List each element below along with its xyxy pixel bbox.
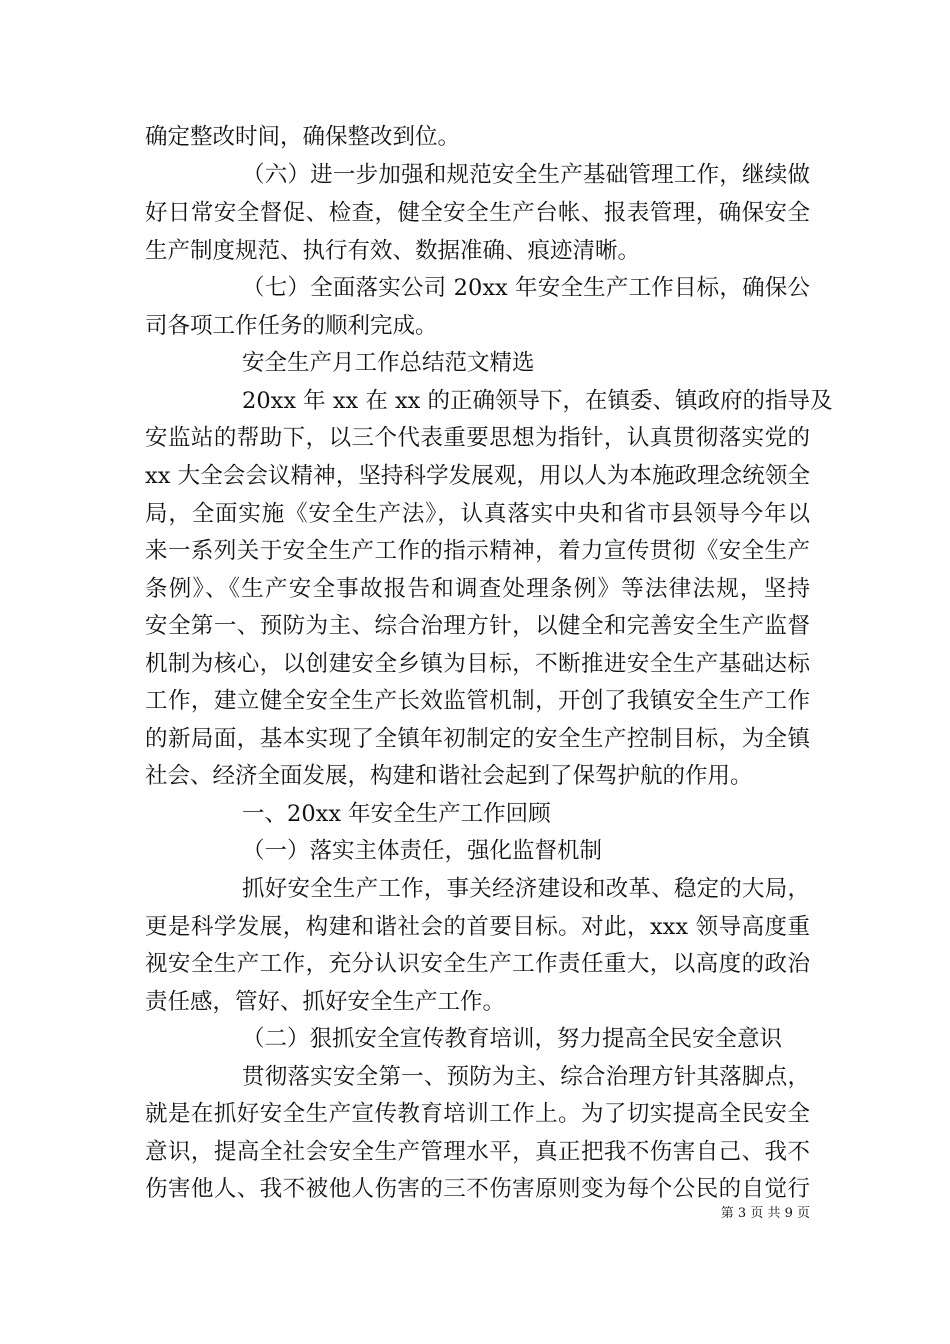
text-line: 司各项工作任务的顺利完成。 (145, 313, 438, 339)
text-line: 来一系列关于安全生产工作的指示精神，着力宣传贯彻《安全生产 (145, 538, 810, 564)
text-line: 责任感，管好、抓好安全生产工作。 (145, 989, 506, 1015)
text-line: 伤害他人、我不被他人伤害的三不伤害原则变为每个公民的自觉行 (145, 1176, 810, 1202)
text-line: 工作，建立健全安全生产长效监管机制，开创了我镇安全生产工作 (145, 688, 810, 714)
text-line: 意识，提高全社会安全生产管理水平，真正把我不伤害自己、我不 (145, 1139, 810, 1165)
text-line: （六）进一步加强和规范安全生产基础管理工作，继续做 (242, 162, 810, 188)
text-line: 抓好安全生产工作，事关经济建设和改革、稳定的大局， (242, 876, 810, 902)
section-title: 安全生产月工作总结范文精选 (242, 350, 535, 376)
text-line: 机制为核心，以创建安全乡镇为目标，不断推进安全生产基础达标 (145, 651, 810, 677)
text-line: 生产制度规范、执行有效、数据准确、痕迹清晰。 (145, 238, 641, 264)
text-line: 的新局面，基本实现了全镇年初制定的安全生产控制目标，为全镇 (145, 726, 810, 752)
text-line: 安全第一、预防为主、综合治理方针，以健全和完善安全生产监督 (145, 613, 810, 639)
subsection-heading: （二）狠抓安全宣传教育培训，努力提高全民安全意识 (242, 1026, 783, 1052)
text-line: 贯彻落实安全第一、预防为主、综合治理方针其落脚点， (242, 1064, 810, 1090)
subsection-heading: （一）落实主体责任，强化监督机制 (242, 838, 603, 864)
text-line: 确定整改时间，确保整改到位。 (145, 124, 461, 150)
text-line: xx 大全会会议精神，坚持科学发展观，用以人为本施政理念统领全 (145, 463, 810, 489)
section-heading: 一、20xx 年安全生产工作回顾 (242, 801, 551, 827)
text-line: 20xx 年 xx 在 xx 的正确领导下，在镇委、镇政府的指导及 (242, 388, 833, 414)
text-line: （七）全面落实公司 20xx 年安全生产工作目标，确保公 (242, 275, 810, 301)
page-number: 第 3 页 共 9 页 (720, 1206, 810, 1221)
text-line: 条例》、《生产安全事故报告和调查处理条例》等法律法规，坚持 (145, 576, 810, 602)
text-line: 就是在抓好安全生产宣传教育培训工作上。为了切实提高全民安全 (145, 1101, 810, 1127)
text-line: 安监站的帮助下，以三个代表重要思想为指针，认真贯彻落实党的 (145, 425, 810, 451)
text-line: 社会、经济全面发展，构建和谐社会起到了保驾护航的作用。 (145, 763, 753, 789)
text-line: 局，全面实施《安全生产法》，认真落实中央和省市县领导今年以 (145, 501, 810, 527)
text-line: 更是科学发展，构建和谐社会的首要目标。对此，xxx 领导高度重 (145, 914, 810, 940)
text-line: 好日常安全督促、检查，健全安全生产台帐、报表管理，确保安全 (145, 200, 810, 226)
text-line: 视安全生产工作，充分认识安全生产工作责任重大，以高度的政治 (145, 951, 810, 977)
